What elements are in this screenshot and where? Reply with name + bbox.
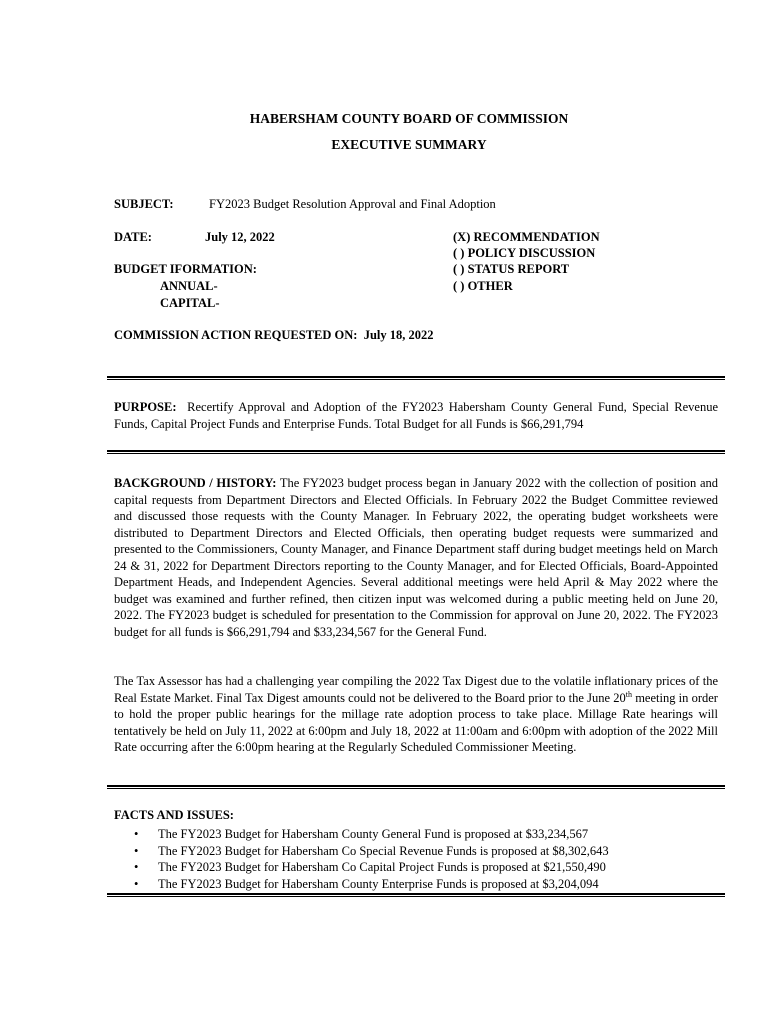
subject-value: FY2023 Budget Resolution Approval and Final Adoption — [209, 197, 496, 211]
checkbox-recommendation: (X) RECOMMENDATION — [453, 230, 600, 244]
commission-action-label: COMMISSION ACTION REQUESTED ON: — [114, 328, 358, 342]
background-text: The FY2023 budget process began in January 2022 with the collection of position and capital requests from Department Directors and Elected Officials. In February 2022 the Budget Committee reviewed and discussed those requests with the County Manager. In February 2022, the operating budget worksheets were distributed to Department Directors and Elected Officials, then operating budget requests were summarized and presented to the Commissioners, County Manager, and Finance Department staff during budget meetings held on March 24 & 31, 2022 for Department Directors reporting to the County Manager, and for Elected Officials, Board-Appointed Department Heads, and Independent Agencies. Several additional meetings were held April & May 2022 where the budget was examined and further refined, then citizen input was welcomed during a public meeting held on June 20, 2022. The FY2023 budget is scheduled for presentation to the Commission for approval on June 20, 2022. The FY2023 budget for all funds is $66,291,794 and $33,234,567 for the General Fund. — [114, 476, 718, 639]
background-label: BACKGROUND / HISTORY: — [114, 476, 277, 490]
list-item: • The FY2023 Budget for Habersham Co Capital Project Funds is proposed at $21,550,490 — [134, 860, 606, 874]
list-item: • The FY2023 Budget for Habersham County Enterprise Funds is proposed at $3,204,094 — [134, 876, 599, 891]
document-subtitle: EXECUTIVE SUMMARY — [331, 137, 487, 152]
subject-label: SUBJECT: — [114, 197, 174, 211]
section-divider — [107, 785, 725, 789]
bullet-icon: • — [134, 843, 139, 858]
facts-list — [114, 826, 714, 892]
commission-action-line — [114, 328, 434, 343]
bullet-icon: • — [134, 876, 139, 891]
capital-label: CAPITAL- — [160, 296, 220, 310]
commission-action-date: July 18, 2022 — [363, 328, 434, 342]
budget-information-label: BUDGET IFORMATION: — [114, 262, 257, 276]
section-divider — [107, 893, 725, 897]
list-item: • The FY2023 Budget for Habersham Co Special Revenue Funds is proposed at $8,302,643 — [134, 843, 609, 858]
bullet-icon: • — [134, 860, 139, 874]
tax-assessor-paragraph: The Tax Assessor has had a challenging year compiling the 2022 Tax Digest due to the volatile inflationary prices of the Real Estate Market. Final Tax Digest amounts could not be delivered to the Board prior to the June 20th meeting in order to hold the proper public hearings for the millage rate adoption process to take place. Millage Rate hearings will tentatively be held on July 11, 2022 at 6:00pm and July 18, 2022 at 11:00am and 6:00pm with adoption of the 2022 Mill Rate occurring after the 6:00pm hearing at the Regularly Scheduled Commissioner Meeting. — [114, 674, 718, 754]
background-section — [114, 475, 718, 640]
purpose-text: Recertify Approval and Adoption of the FY2023 Habersham County General Fund, Special Revenue Funds, Capital Project Funds and Enterprise Funds. Total Budget for all Funds is $66,291,794 — [114, 400, 718, 431]
checkbox-policy-discussion: ( ) POLICY DISCUSSION — [453, 246, 596, 260]
checkbox-other: ( ) OTHER — [453, 279, 513, 293]
bullet-icon: • — [134, 827, 139, 841]
document-title: HABERSHAM COUNTY BOARD OF COMMISSION — [249, 111, 569, 126]
section-divider — [107, 450, 725, 454]
date-label: DATE: — [114, 230, 152, 244]
purpose-label: PURPOSE: — [114, 400, 177, 414]
facts-label: FACTS AND ISSUES: — [114, 808, 234, 822]
list-item: • The FY2023 Budget for Habersham County General Fund is proposed at $33,234,567 — [134, 827, 589, 841]
date-value: July 12, 2022 — [205, 230, 275, 244]
checkbox-status-report: ( ) STATUS REPORT — [453, 262, 570, 276]
annual-label: ANNUAL- — [160, 279, 218, 293]
purpose-section — [114, 399, 718, 432]
section-divider — [107, 376, 725, 380]
